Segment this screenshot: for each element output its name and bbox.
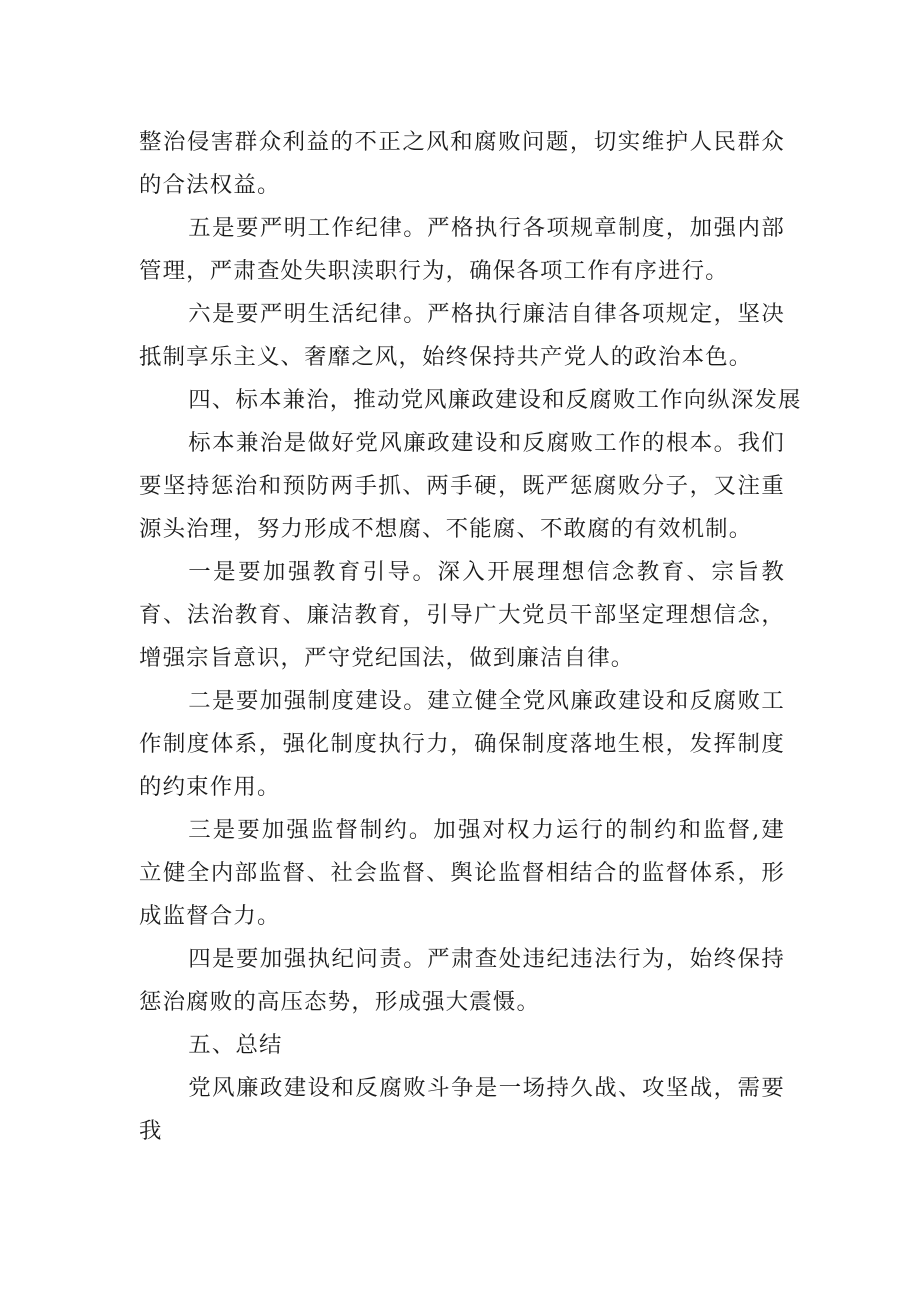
paragraph-treat-both: 标本兼治是做好党风廉政建设和反腐败工作的根本。我们要坚持惩治和预防两手抓、两手硬，既严惩腐败分子，又注重源头治理，努力形成不想腐、不能腐、不敢腐的有效机制。 xyxy=(139,430,785,542)
paragraph-summary: 党风廉政建设和反腐败斗争是一场持久战、攻坚战，需要我 xyxy=(139,1075,785,1144)
document-page xyxy=(139,121,802,1153)
section-heading-five: 五、总结 xyxy=(188,1032,283,1058)
section-heading-four: 四、标本兼治，推动党风廉政建设和反腐败工作向纵深发展 xyxy=(188,387,802,413)
paragraph-supervision: 三是要加强监督制约。加强对权力运行的制约和监督,建立健全内部监督、社会监督、舆论监督相结合的监督体系，形成监督合力。 xyxy=(139,817,785,929)
paragraph-education: 一是要加强教育引导。深入开展理想信念教育、宗旨教育、法治教育、廉洁教育，引导广大党员干部坚定理想信念，增强宗旨意识，严守党纪国法，做到廉洁自律。 xyxy=(139,559,785,671)
paragraph-accountability: 四是要加强执纪问责。严肃查处违纪违法行为，始终保持惩治腐败的高压态势，形成强大震慑。 xyxy=(139,946,785,1015)
paragraph-work-discipline: 五是要严明工作纪律。严格执行各项规章制度，加强内部管理，严肃查处失职渎职行为，确保各项工作有序进行。 xyxy=(139,215,785,284)
paragraph-life-discipline: 六是要严明生活纪律。严格执行廉洁自律各项规定，坚决抵制享乐主义、奢靡之风，始终保持共产党人的政治本色。 xyxy=(139,301,785,370)
paragraph-system-building: 二是要加强制度建设。建立健全党风廉政建设和反腐败工作制度体系，强化制度执行力，确保制度落地生根，发挥制度的约束作用。 xyxy=(139,688,785,800)
paragraph-continuation: 整治侵害群众利益的不正之风和腐败问题，切实维护人民群众的合法权益。 xyxy=(139,129,785,198)
